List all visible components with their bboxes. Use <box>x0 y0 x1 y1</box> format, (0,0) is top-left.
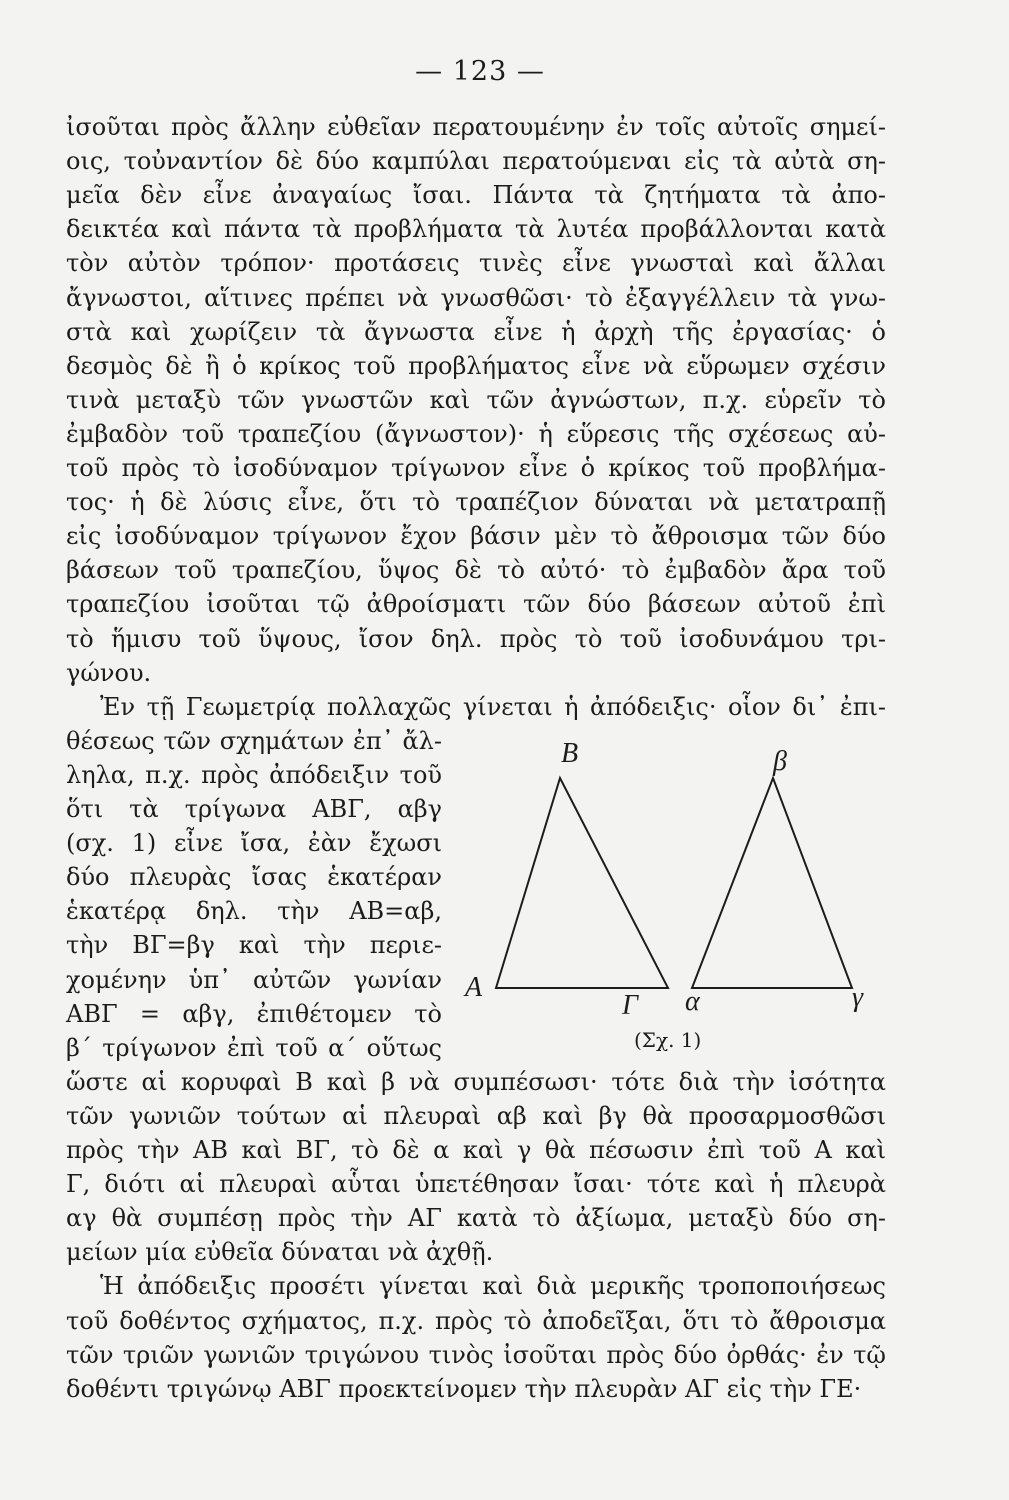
text-line: τινὰ μεταξὺ τῶν γνωστῶν καὶ τῶν ἀγνώστων, π.χ. εὑρεῖν τὸ <box>66 385 886 414</box>
text-line: τοῦ δοθέντος σχήματος, π.χ. πρὸς τὸ ἀποδεῖξαι, ὅτι τὸ ἄθροισμα <box>66 1306 886 1335</box>
text-line: θέσεως τῶν σχημάτων ἐπ᾽ ἄλ- <box>66 726 442 755</box>
text-line: χομένην ὑπ᾽ αὐτῶν γωνίαν <box>66 965 442 994</box>
text-line: ληλα, π.χ. πρὸς ἀπόδειξιν τοῦ <box>66 760 442 789</box>
text-line: (σχ. 1) εἶνε ἴσα, ἐὰν ἔχωσι <box>66 829 442 858</box>
triangles-drawing <box>460 738 900 1068</box>
label-B: B <box>561 738 579 769</box>
label-Gamma: Γ <box>622 990 638 1021</box>
label-beta: β <box>773 746 787 777</box>
text-line: ἐμβαδὸν τοῦ τραπεζίου (ἄγνωστον)· ἡ εὕρεσις τῆς σχέσεως αὐ- <box>66 419 886 448</box>
text-line: αγ θὰ συμπέσῃ πρὸς τὴν ΑΓ κατὰ τὸ ἀξίωμα, μεταξὺ δύο ση- <box>66 1204 886 1233</box>
text-line: τος· ἡ δὲ λύσις εἶνε, ὅτι τὸ τραπέζιον δύναται νὰ μετατραπῇ <box>66 488 886 517</box>
text-line: μείων μία εὐθεῖα δύναται νὰ ἀχθῇ. <box>66 1238 494 1267</box>
text-line: ΑΒΓ = αβγ, ἐπιθέτομεν τὸ <box>66 999 442 1028</box>
text-line: τῶν γωνιῶν τούτων αἱ πλευραὶ αβ καὶ βγ θὰ προσαρμοσθῶσι <box>66 1101 886 1130</box>
text-line: δεσμὸς δὲ ἢ ὁ κρίκος τοῦ προβλήματος εἶνε νὰ εὕρωμεν σχέσιν <box>66 351 886 380</box>
text-line: τραπεζίου ἰσοῦται τῷ ἀθροίσματι τῶν δύο βάσεων αὐτοῦ ἐπὶ <box>66 590 886 619</box>
text-line: Ἐν τῇ Γεωμετρίᾳ πολλαχῶς γίνεται ἡ ἀπόδειξις· οἷον δι᾽ ἐπι- <box>100 692 886 721</box>
figure-triangles <box>460 738 900 1068</box>
text-line: Γ, διότι αἱ πλευραὶ αὗται ὑπετέθησαν ἴσαι· τότε καὶ ἡ πλευρὰ <box>66 1170 886 1199</box>
label-A: A <box>465 972 483 1003</box>
figure-caption: (Σχ. 1) <box>634 1028 702 1052</box>
text-line: δοθέντι τριγώνῳ ΑΒΓ προεκτείνομεν τὴν πλευρὰν ΑΓ εἰς τὴν ΓΕ· <box>66 1374 862 1403</box>
text-line: δεικτέα καὶ πάντα τὰ προβλήματα τὰ λυτέα προβάλλονται κατὰ <box>66 215 886 244</box>
text-line: δύο πλευρὰς ἴσας ἑκατέραν <box>66 863 442 892</box>
text-line: β΄ τρίγωνον ἐπὶ τοῦ α΄ οὕτως <box>66 1033 442 1062</box>
text-line: τὸ ἥμισυ τοῦ ὕψους, ἴσον δηλ. πρὸς τὸ τοῦ ἰσοδυνάμου τρι- <box>66 624 886 653</box>
text-line: ἰσοῦται πρὸς ἄλλην εὐθεῖαν περατουμένην ἐν τοῖς αὐτοῖς σημεί- <box>66 113 886 141</box>
text-line: τὴν ΒΓ=βγ καὶ τὴν περιε- <box>66 931 442 960</box>
label-gamma: γ <box>852 982 864 1013</box>
triangle-ABG <box>496 778 668 988</box>
text-line: τὸν αὐτὸν τρόπον· προτάσεις τινὲς εἶνε γνωσταὶ καὶ ἄλλαι <box>66 249 886 278</box>
text-line: οις, τοὐναντίον δὲ δύο καμπύλαι περατούμεναι εἰς τὰ αὐτὰ ση- <box>66 147 886 176</box>
text-line: γώνου. <box>66 658 152 687</box>
text-line: τῶν τριῶν γωνιῶν τριγώνου τινὸς ἰσοῦται πρὸς δύο ὀρθάς· ἐν τῷ <box>66 1340 886 1369</box>
text-line: στὰ καὶ χωρίζειν τὰ ἄγνωστα εἶνε ἡ ἀρχὴ τῆς ἐργασίας· ὁ <box>66 317 886 346</box>
text-line: βάσεων τοῦ τραπεζίου, ὕψος δὲ τὸ αὐτό· τὸ ἐμβαδὸν ἄρα τοῦ <box>66 556 886 585</box>
text-line: εἰς ἰσοδύναμον τρίγωνον ἔχον βάσιν μὲν τὸ ἄθροισμα τῶν δύο <box>66 522 886 551</box>
text-line: ἑκατέρᾳ δηλ. τὴν ΑΒ=αβ, <box>66 897 442 926</box>
text-line: μεῖα δὲν εἶνε ἀναγαίως ἴσαι. Πάντα τὰ ζητήματα τὰ ἀπο- <box>66 181 886 210</box>
text-line: ὅτι τὰ τρίγωνα ΑΒΓ, αβγ <box>66 795 442 823</box>
text-line: ὥστε αἱ κορυφαὶ Β καὶ β νὰ συμπέσωσι· τότε διὰ τὴν ἰσότητα <box>66 1067 886 1096</box>
text-line: τοῦ πρὸς τὸ ἰσοδύναμον τρίγωνον εἶνε ὁ κρίκος τοῦ προβλήμα- <box>66 454 886 482</box>
text-line: πρὸς τὴν ΑΒ καὶ ΒΓ, τὸ δὲ α καὶ γ θὰ πέσωσιν ἐπὶ τοῦ Α καὶ <box>66 1136 886 1164</box>
text-line: Ἡ ἀπόδειξις προσέτι γίνεται καὶ διὰ μερικῆς τροποποιήσεως <box>100 1272 886 1301</box>
label-alpha: α <box>685 986 700 1017</box>
page-number: — 123 — <box>415 56 545 87</box>
text-line: ἄγνωστοι, αἵτινες πρέπει νὰ γνωσθῶσι· τὸ ἐξαγγέλλειν τὰ γνω- <box>66 283 886 312</box>
triangle-abg <box>692 778 852 988</box>
